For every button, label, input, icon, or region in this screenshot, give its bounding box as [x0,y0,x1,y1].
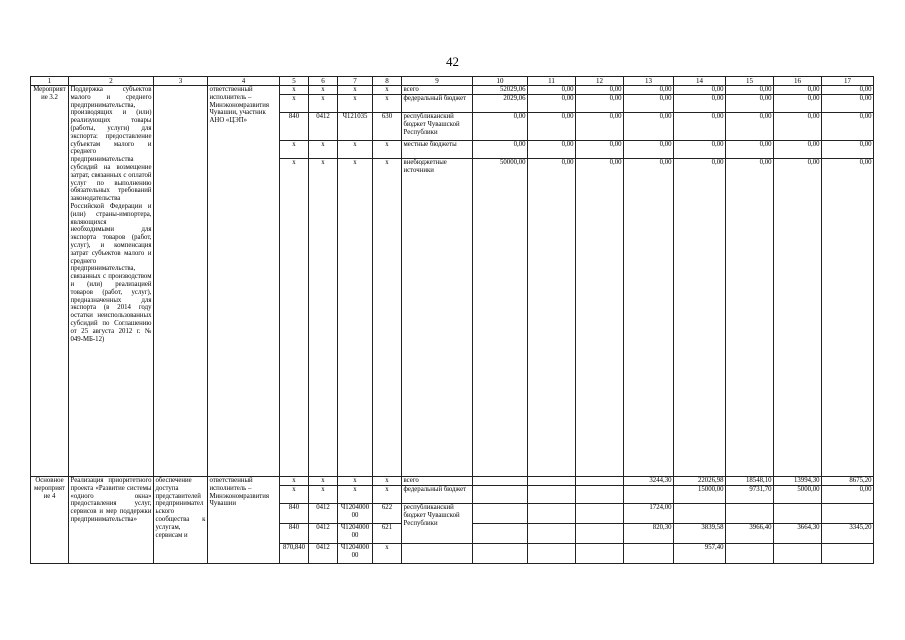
header-cell: 13 [624,77,674,86]
funding-source: республиканский бюджет Чувашской Республики [402,504,473,544]
activity-description: Реализация приоритетного проекта «Развитие системы «одного окна» предоставления услуг, сервисов и мер поддержки предпринимательства» [69,477,154,564]
amount-cell: 0,00 [528,95,576,113]
amount-cell: 18548,10 [726,477,774,486]
amount-cell: 3244,30 [624,477,674,486]
amount-cell: 3345,20 [822,524,874,544]
amount-cell: 0,00 [774,86,822,95]
grbs-code: х [280,159,309,477]
amount-cell: 0,00 [822,95,874,113]
amount-cell: 0,00 [528,113,576,141]
target-code: х [338,86,373,95]
activity-goal: обеспечение доступа представителей предпринимательского сообщества к услугам, сервисам и [154,477,208,564]
header-cell: 14 [674,77,726,86]
header-cell: 11 [528,77,576,86]
amount-cell: 0,00 [576,141,624,159]
amount-cell: 0,00 [822,141,874,159]
table-row [31,477,874,486]
header-cell: 15 [726,77,774,86]
expense-type-code: 622 [373,504,402,524]
activity-number: Мероприятие 3.2 [31,86,69,477]
target-code: Ч121035 [338,113,373,141]
amount-cell [473,524,528,544]
amount-cell [726,544,774,564]
amount-cell: 0,00 [624,159,674,477]
amount-cell: 50000,00 [473,159,528,477]
section-code: х [309,486,338,504]
section-code: 0412 [309,544,338,564]
amount-cell: 0,00 [822,486,874,504]
header-cell: 8 [373,77,402,86]
target-code: х [338,159,373,477]
amount-cell [576,524,624,544]
expense-type-code: х [373,86,402,95]
funding-source: республиканский бюджет Чувашской Республики [402,113,473,141]
section-code: х [309,141,338,159]
responsible-executor: ответственный исполнитель – Минэкономразвития Чувашии [208,477,280,564]
amount-cell: 0,00 [674,113,726,141]
amount-cell [822,544,874,564]
amount-cell [473,486,528,504]
amount-cell: 0,00 [473,141,528,159]
activity-number: Основное мероприятие 4 [31,477,69,564]
amount-cell [774,504,822,524]
amount-cell [528,544,576,564]
grbs-code: 840 [280,524,309,544]
section-code: 0412 [309,504,338,524]
responsible-executor: ответственный исполнитель – Минэкономразвития Чувашии, участник АНО «ЦЭП» [208,86,280,477]
header-cell: 6 [309,77,338,86]
expense-type-code: х [373,544,402,564]
amount-cell: 0,00 [774,113,822,141]
amount-cell: 0,00 [528,141,576,159]
section-code: х [309,86,338,95]
amount-cell [473,544,528,564]
target-code: х [338,486,373,504]
amount-cell: 0,00 [674,86,726,95]
amount-cell: 0,00 [576,86,624,95]
amount-cell [576,486,624,504]
activity-description: Поддержка субъектов малого и среднего предпринимательства, производящих и (или) реализующих товары (работы, услуги) для экспорта: предоставление субъектам малого и среднего предпринимательства субсидий на возмещение затрат, связанных с оплатой услуг по выполнению обязательных требований законодательства Российской Федерации и (или) страны-импортера, являющихся необходимыми для экспорта товаров (работ, услуг), и компенсация затрат субъектов малого и среднего предпринимательства, связанных с производством и (или) реализацией товаров (работ, услуг), предназначенных для экспорта (в 2014 году остатки неиспользованных субсидий по Соглашению от 25 августа 2012 г. № 049-МБ-12) [69,86,154,477]
expense-type-code: х [373,486,402,504]
expense-type-code: х [373,477,402,486]
grbs-code: 840 [280,504,309,524]
header-cell: 1 [31,77,69,86]
amount-cell: 0,00 [726,95,774,113]
amount-cell: 0,00 [774,95,822,113]
amount-cell: 8675,20 [822,477,874,486]
amount-cell [473,504,528,524]
amount-cell: 0,00 [674,95,726,113]
amount-cell: 0,00 [576,95,624,113]
amount-cell [726,504,774,524]
target-code: х [338,95,373,113]
amount-cell: 0,00 [624,86,674,95]
amount-cell [528,477,576,486]
amount-cell: 957,40 [674,544,726,564]
amount-cell: 0,00 [674,141,726,159]
header-cell: 2 [69,77,154,86]
section-code: 0412 [309,524,338,544]
column-number-row [31,77,874,86]
grbs-code: 840 [280,113,309,141]
funding-source: местные бюджеты [402,141,473,159]
expense-type-code: 630 [373,113,402,141]
funding-source: федеральный бюджет [402,486,473,504]
amount-cell: 0,00 [624,113,674,141]
amount-cell: 0,00 [726,141,774,159]
header-cell: 16 [774,77,822,86]
grbs-code: 870,840 [280,544,309,564]
amount-cell: 0,00 [624,95,674,113]
header-cell: 5 [280,77,309,86]
amount-cell [576,477,624,486]
funding-source: всего [402,86,473,95]
expense-type-code: х [373,95,402,113]
amount-cell [576,544,624,564]
amount-cell [528,486,576,504]
target-code: Ч1204000 00 [338,524,373,544]
amount-cell: 0,00 [528,86,576,95]
amount-cell: 3839,58 [674,524,726,544]
amount-cell [774,544,822,564]
page-number: 42 [446,54,459,69]
amount-cell: 820,30 [624,524,674,544]
section-code: х [309,477,338,486]
amount-cell: 0,00 [822,113,874,141]
amount-cell: 0,00 [726,113,774,141]
target-code: Ч1204000 00 [338,544,373,564]
amount-cell: 1724,00 [624,504,674,524]
grbs-code: х [280,95,309,113]
grbs-code: х [280,141,309,159]
amount-cell: 0,00 [822,86,874,95]
header-cell: 9 [402,77,473,86]
header-cell: 10 [473,77,528,86]
amount-cell [528,524,576,544]
amount-cell: 0,00 [473,113,528,141]
expense-type-code: 621 [373,524,402,544]
budget-table [30,76,874,564]
grbs-code: х [280,477,309,486]
target-code: х [338,477,373,486]
amount-cell: 0,00 [674,159,726,477]
funding-source [402,544,473,564]
target-code: Ч1204000 00 [338,504,373,524]
header-cell: 4 [208,77,280,86]
amount-cell: 9731,70 [726,486,774,504]
amount-cell [624,544,674,564]
amount-cell [822,504,874,524]
amount-cell: 0,00 [774,141,822,159]
expense-type-code: х [373,159,402,477]
amount-cell: 0,00 [624,141,674,159]
header-cell: 7 [338,77,373,86]
amount-cell: 0,00 [774,159,822,477]
amount-cell: 0,00 [576,113,624,141]
amount-cell [674,504,726,524]
amount-cell: 0,00 [528,159,576,477]
section-code: х [309,159,338,477]
amount-cell: 0,00 [726,159,774,477]
section-code: 0412 [309,113,338,141]
amount-cell: 52029,06 [473,86,528,95]
funding-source: внебюджетные источники [402,159,473,477]
amount-cell: 0,00 [726,86,774,95]
header-cell: 17 [822,77,874,86]
grbs-code: х [280,486,309,504]
grbs-code: х [280,86,309,95]
amount-cell: 5000,00 [774,486,822,504]
amount-cell: 2029,06 [473,95,528,113]
header-cell: 12 [576,77,624,86]
amount-cell: 0,00 [576,159,624,477]
funding-source: федеральный бюджет [402,95,473,113]
amount-cell: 13994,30 [774,477,822,486]
amount-cell [528,504,576,524]
amount-cell [576,504,624,524]
activity-goal [154,86,208,477]
amount-cell: 15000,00 [674,486,726,504]
amount-cell: 22026,98 [674,477,726,486]
header-cell: 3 [154,77,208,86]
expense-type-code: х [373,141,402,159]
amount-cell: 3966,40 [726,524,774,544]
table-row [31,86,874,95]
section-code: х [309,95,338,113]
amount-cell [473,477,528,486]
funding-source: всего [402,477,473,486]
amount-cell [624,486,674,504]
target-code: х [338,141,373,159]
amount-cell: 0,00 [822,159,874,477]
amount-cell: 3664,30 [774,524,822,544]
